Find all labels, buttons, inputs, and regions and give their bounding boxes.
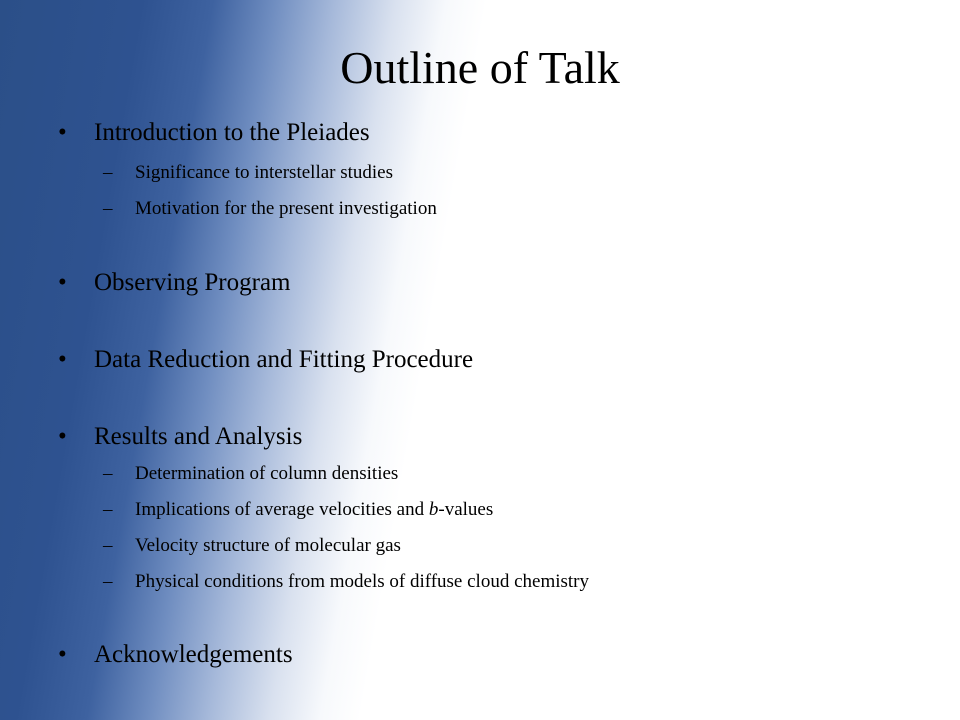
bullet-icon: • [58,346,67,373]
dash-icon: – [103,535,113,556]
sub-item-label-italic: b [428,499,439,520]
bullet-item-label: Results and Analysis [94,423,303,450]
bullet-item-introduction [58,118,370,148]
sub-item-significance [103,161,393,185]
bullet-item-label: Introduction to the Pleiades [94,119,370,146]
bullet-icon: • [58,423,67,450]
dash-icon: – [103,162,113,183]
bullet-item-label: Acknowledgements [94,641,293,668]
dash-icon: – [103,198,113,219]
bullet-item-results [58,422,302,452]
sub-item-motivation [103,197,437,221]
sub-item-implications [103,498,493,522]
sub-item-label: Motivation for the present investigation [135,198,437,219]
bullet-icon: • [58,641,67,668]
sub-item-label: Significance to interstellar studies [135,162,394,183]
dash-icon: – [103,499,113,520]
sub-item-column-densities [103,462,398,486]
bullet-item-label: Observing Program [94,269,291,296]
bullet-icon: • [58,269,67,296]
dash-icon: – [103,463,113,484]
bullet-icon: • [58,119,67,146]
sub-item-label: Determination of column densities [135,463,399,484]
sub-item-physical-conditions [103,570,589,594]
bullet-item-observing-program [58,268,291,298]
sub-item-label: Physical conditions from models of diffuse cloud chemistry [135,571,589,592]
sub-item-velocity-structure [103,534,401,558]
bullet-item-acknowledgements [58,640,293,670]
bullet-item-data-reduction [58,345,473,375]
dash-icon: – [103,571,113,592]
sub-item-label: Velocity structure of molecular gas [135,535,401,556]
sub-item-label-before: Implications of average velocities and [135,499,429,520]
sub-item-label-after: -values [438,499,494,520]
bullet-item-label: Data Reduction and Fitting Procedure [94,346,474,373]
slide-title: Outline of Talk [340,42,620,93]
